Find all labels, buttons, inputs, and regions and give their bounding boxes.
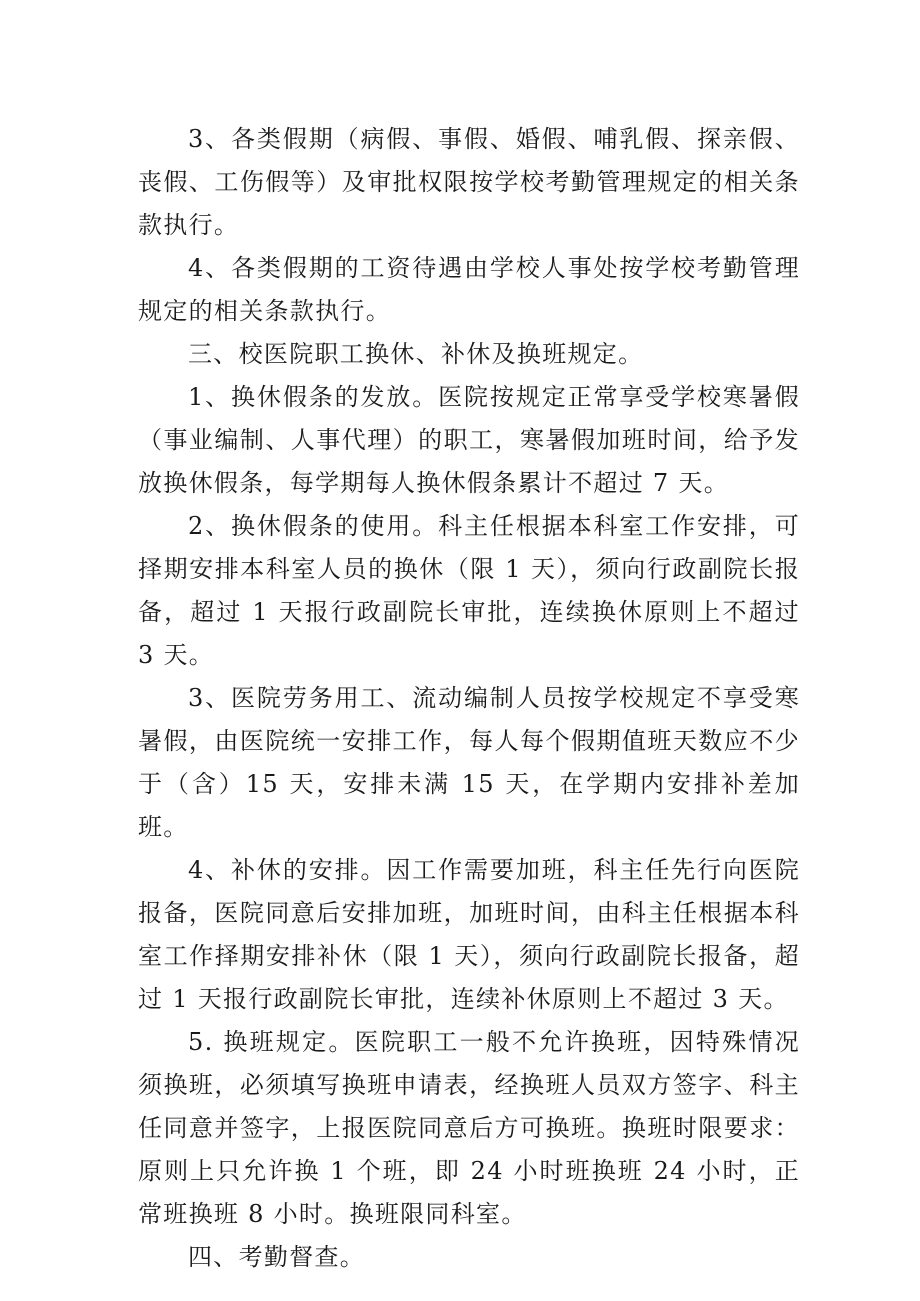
- section-heading-shift-rules: 三、校医院职工换休、补休及换班规定。: [188, 340, 644, 368]
- paragraph-shift-swap: 5. 换班规定。医院职工一般不允许换班，因特殊情况须换班，必须填写换班申请表，经换班人员双方签字、科主任同意并签字，上报医院同意后方可换班。换班时限要求：原则上只允许换 1 个班，即 24 小时班换班 24 小时，正常班换班 8 小时。换班限同科室。: [138, 1028, 800, 1228]
- paragraph-leave-types: 3、各类假期（病假、事假、婚假、哺乳假、探亲假、丧假、工伤假等）及审批权限按学校考勤管理规定的相关条款执行。: [138, 125, 800, 239]
- paragraph-leave-salary: 4、各类假期的工资待遇由学校人事处按学校考勤管理规定的相关条款执行。: [138, 254, 800, 325]
- paragraph-contract-staff: 3、医院劳务用工、流动编制人员按学校规定不享受寒暑假，由医院统一安排工作，每人每个假期值班天数应不少于（含）15 天，安排未满 15 天，在学期内安排补差加班。: [138, 684, 800, 841]
- document-page: [138, 118, 800, 1279]
- paragraph-comp-leave-use: 2、换休假条的使用。科主任根据本科室工作安排，可择期安排本科室人员的换休（限 1 天），须向行政副院长报备，超过 1 天报行政副院长审批，连续换休原则上不超过 3 天。: [138, 512, 800, 669]
- section-heading-attendance-check: 四、考勤督查。: [188, 1243, 366, 1271]
- paragraph-comp-leave-issue: 1、换休假条的发放。医院按规定正常享受学校寒暑假（事业编制、人事代理）的职工，寒暑假加班时间，给予发放换休假条，每学期每人换休假条累计不超过 7 天。: [138, 383, 800, 497]
- paragraph-makeup-rest: 4、补休的安排。因工作需要加班，科主任先行向医院报备，医院同意后安排加班，加班时间，由科主任根据本科室工作择期安排补休（限 1 天），须向行政副院长报备，超过 1 天报行政副院长审批，连续补休原则上不超过 3 天。: [138, 856, 800, 1013]
